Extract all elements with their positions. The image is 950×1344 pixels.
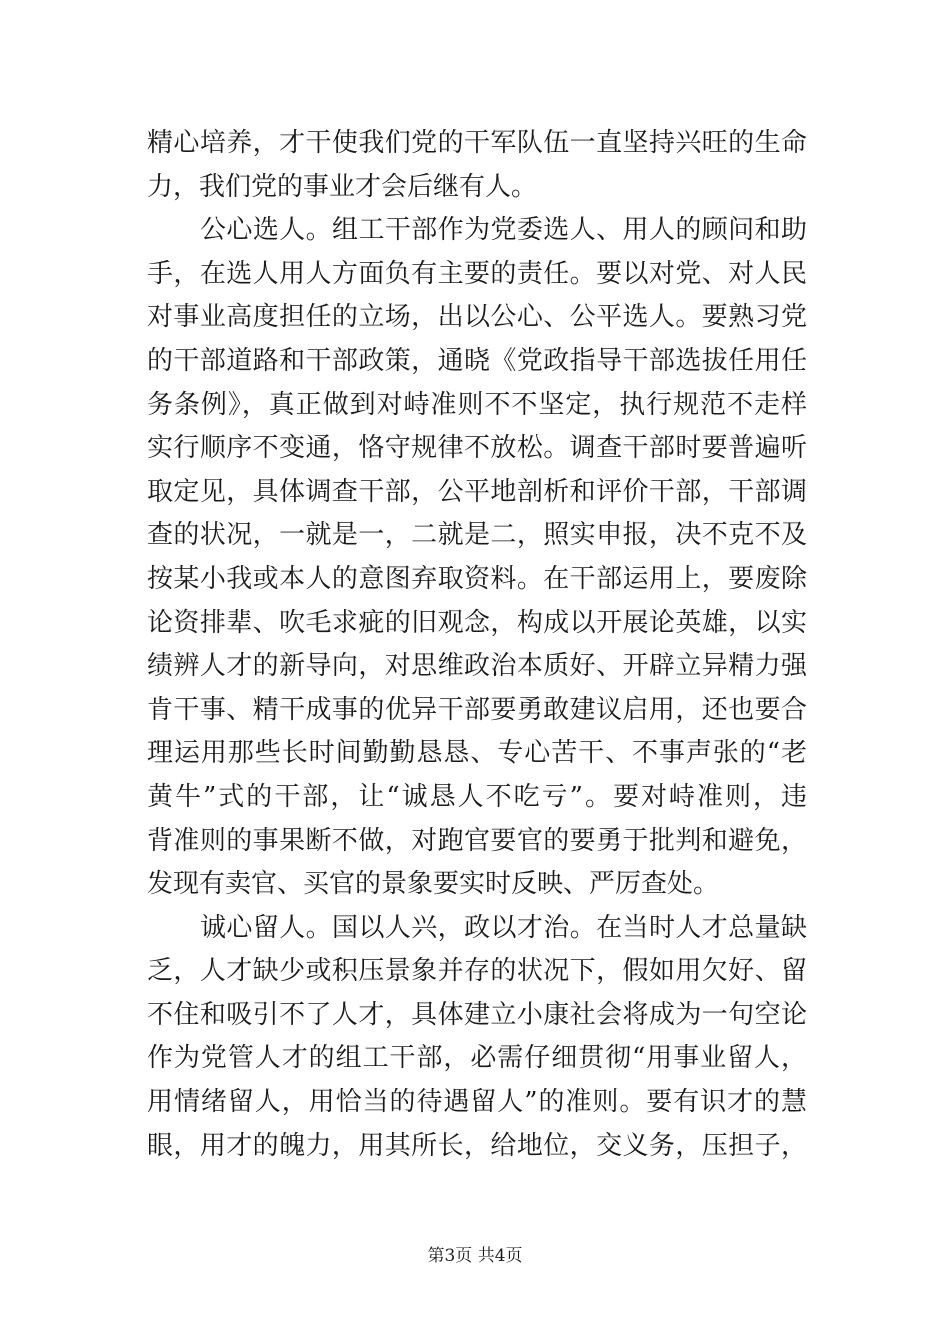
text-line: 查的状况，一就是一，二就是二，照实申报，决不克不及 xyxy=(147,520,807,551)
text-line: 取定见，具体调查干部，公平地剖析和评价干部，干部调 xyxy=(147,476,807,507)
paragraph-start-line: 诚心留人。国以人兴，政以才治。在当时人才总量缺 xyxy=(200,912,807,943)
text-line: 用情绪留人，用恰当的待遇留人”的准则。要有识才的慧 xyxy=(147,1087,807,1118)
text-line: 不住和吸引不了人才，具体建立小康社会将成为一句空论 xyxy=(147,999,807,1030)
text-line: 眼，用才的魄力，用其所长，给地位，交义务，压担子， xyxy=(147,1130,807,1161)
text-line: 精心培养，才干使我们党的干军队伍一直坚持兴旺的生命 xyxy=(147,128,807,158)
text-line: 按某小我或本人的意图弃取资料。在干部运用上，要废除 xyxy=(147,563,807,594)
text-line: 理运用那些长时间勤勤恳恳、专心苦干、不事声张的“老 xyxy=(147,738,807,769)
paragraph-start-line: 公心选人。组工干部作为党委选人、用人的顾问和助 xyxy=(200,215,807,246)
text-line: 力，我们党的事业才会后继有人。 xyxy=(147,171,538,202)
text-line: 论资排辈、吹毛求疵的旧观念，构成以开展论英雄，以实 xyxy=(147,607,807,638)
text-line: 背准则的事果断不做，对跑官要官的要勇于批判和避免， xyxy=(147,825,807,856)
document-body xyxy=(147,122,807,1168)
text-line: 作为党管人才的组工干部，必需仔细贯彻“用事业留人， xyxy=(147,1043,807,1074)
text-line: 发现有卖官、买官的景象要实时反映、严厉查处。 xyxy=(147,869,720,900)
text-line: 手，在选人用人方面负有主要的责任。要以对党、对人民 xyxy=(147,258,807,289)
page-footer xyxy=(0,1241,950,1266)
text-line: 实行顺序不变通，恪守规律不放松。调查干部时要普遍听 xyxy=(147,433,807,464)
text-line: 肯干事、精干成事的优异干部要勇敢建议启用，还也要合 xyxy=(147,694,807,725)
page-number: 第3页 xyxy=(427,1246,473,1266)
text-line: 的干部道路和干部政策，通晓《党政指导干部选拔任用任 xyxy=(147,345,807,376)
text-line: 黄牛”式的干部，让“诚恳人不吃亏”。要对峙准则，违 xyxy=(147,781,807,812)
text-line: 务条例》，真正做到对峙准则不不坚定，执行规范不走样 xyxy=(147,389,807,420)
text-line: 绩辨人才的新导向，对思维政治本质好、开辟立异精力强 xyxy=(147,651,807,682)
text-line: 对事业高度担任的立场，出以公心、公平选人。要熟习党 xyxy=(147,302,807,333)
text-line: 乏，人才缺少或积压景象并存的状况下，假如用欠好、留 xyxy=(147,956,807,987)
page-total: 共4页 xyxy=(477,1246,523,1266)
